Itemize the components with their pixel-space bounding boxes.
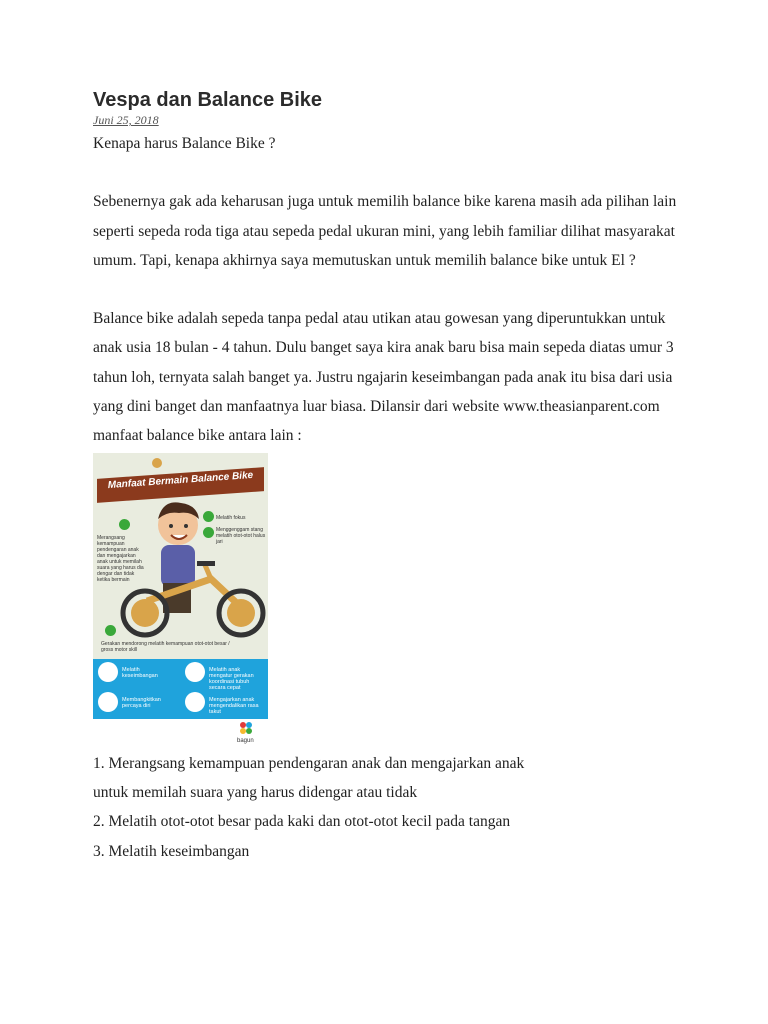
benefit-cell: Melatih anak mengatur gerakan koordinasi tubuh secara cepat — [182, 659, 266, 687]
paragraph-1: Sebenernya gak ada keharusan juga untuk memilih balance bike karena masih ada pilihan lain seperti sepeda roda tiga atau sepeda pedal ukuran mini, yang lebih familiar dilihat masyarakat umum. Tapi, kenapa akhirnya saya memutuskan untuk memilih balance bike untuk El ? — [93, 193, 677, 269]
infographic-left-note: Merangsang kemampuan pendengaran anak dan mengajarkan anak untuk memilah suara yang harus dia dengar dan tidak ketika bermain — [97, 534, 144, 583]
paragraph-2: Balance bike adalah sepeda tanpa pedal atau utikan atau gowesan yang diperuntukkan untuk anak usia 18 bulan - 4 tahun. Dulu banget saya kira anak baru bisa main sepeda diatas umur 3 tahun loh, ternyata salah banget ya. Justru ngajarin keseimbangan pada anak itu bisa dari usia yang dini banget dan manfaatnya luar biasa. Dilansir dari website www.theasianparent.com manfaat balance bike antara lain : — [93, 310, 674, 445]
benefit-cell: Melatih keseimbangan — [95, 659, 179, 687]
bagun-logo-icon — [233, 719, 263, 745]
confidence-icon — [98, 692, 118, 712]
post-title[interactable]: Vespa dan Balance Bike — [93, 89, 323, 111]
spacer — [93, 275, 683, 304]
fear-control-icon — [185, 692, 205, 712]
logo-text: bagun — [237, 737, 254, 744]
infographic-right-note-2: Menggenggam stang melatih otot-otot halus jari — [216, 526, 266, 545]
small-bike-icon — [152, 458, 162, 468]
infographic-banner-text: Manfaat Bermain Balance Bike — [107, 469, 254, 491]
list-item: 2. Melatih otot-otot besar pada kaki dan otot-otot kecil pada tangan — [93, 813, 511, 831]
benefits-list — [93, 749, 683, 866]
leg-icon — [105, 625, 116, 636]
balance-icon — [98, 662, 118, 682]
benefit-cell: Mengajarkan anak mengendalikan rasa takut — [182, 689, 266, 717]
eye-icon — [203, 511, 214, 522]
post — [93, 88, 683, 866]
list-item: 1. Merangsang kemampuan pendengaran anak dan mengajarkan anak — [93, 754, 525, 772]
post-date-link[interactable]: Juni 25, 2018 — [93, 113, 159, 127]
list-item: untuk memilah suara yang harus didengar atau tidak — [93, 783, 418, 801]
infographic-bottom-note: Gerakan mendorong melatih kemampuan otot-otot besar / gross motor skill — [101, 640, 230, 653]
coordination-icon — [185, 662, 205, 682]
infographic-right-note-1: Melatih fokus — [216, 514, 246, 521]
benefit-cell: Membangkitkan percaya diri — [95, 689, 179, 717]
infographic-logo-area — [93, 719, 268, 745]
ear-icon — [119, 519, 130, 530]
spacer — [93, 158, 683, 187]
hand-icon — [203, 527, 214, 538]
infographic-image — [93, 453, 268, 719]
list-item: 3. Melatih keseimbangan — [93, 842, 250, 860]
post-question: Kenapa harus Balance Bike ? — [93, 135, 276, 152]
